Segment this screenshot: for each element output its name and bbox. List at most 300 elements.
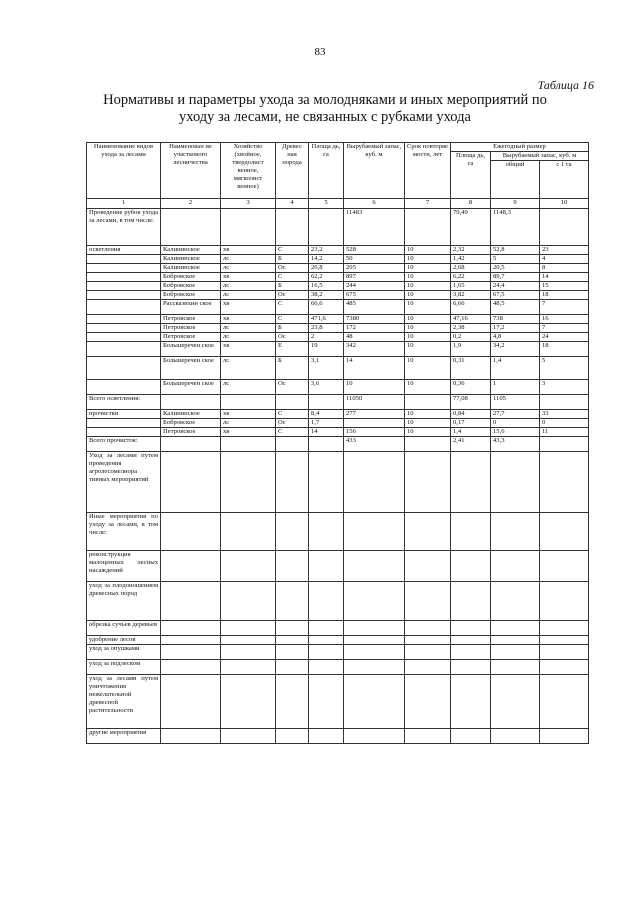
table-cell: Б — [276, 255, 309, 264]
table-row — [87, 645, 589, 660]
table-cell: С — [276, 410, 309, 419]
table-cell: 18 — [540, 342, 589, 357]
header-annual-volume: Вырубаемый запас, куб. м — [491, 152, 589, 161]
table-cell: Бобровское — [161, 273, 221, 282]
header-repeat-period: Срок повторяе мости, лет — [405, 143, 451, 199]
table-cell: Бобровское — [161, 291, 221, 300]
table-cell — [451, 452, 491, 513]
table-cell — [491, 621, 540, 636]
table-cell — [161, 582, 221, 621]
table-cell: 79,49 — [451, 209, 491, 246]
table-cell — [276, 729, 309, 744]
table-cell: 3,6 — [309, 380, 344, 395]
table-row — [87, 246, 589, 255]
table-cell — [540, 645, 589, 660]
table-cell — [491, 452, 540, 513]
header-annual-per-ha: с 1 га — [540, 161, 589, 199]
table-cell — [161, 645, 221, 660]
header-economy: Хозяйство (хвойное, твердолист венное, мягколист венное) — [221, 143, 276, 199]
table-cell — [344, 660, 405, 675]
table-cell: уход за подлеском — [87, 660, 161, 675]
table-row — [87, 273, 589, 282]
header-area: Площа дь, га — [309, 143, 344, 199]
table-cell — [451, 551, 491, 582]
table-cell — [344, 636, 405, 645]
table-cell — [344, 452, 405, 513]
table-row — [87, 291, 589, 300]
table-cell — [161, 513, 221, 551]
table-cell: 10 — [405, 324, 451, 333]
table-cell: Б — [276, 357, 309, 380]
table-cell: 26,8 — [309, 264, 344, 273]
table-cell: лс — [221, 255, 276, 264]
column-number: 9 — [491, 199, 540, 209]
table-cell — [491, 660, 540, 675]
table-cell — [309, 395, 344, 410]
table-cell: 675 — [344, 291, 405, 300]
table-cell: 1,4 — [491, 357, 540, 380]
table-cell: 14 — [344, 357, 405, 380]
table-cell — [451, 675, 491, 729]
table-cell — [540, 395, 589, 410]
table-row — [87, 333, 589, 342]
table-cell: 4 — [540, 255, 589, 264]
table-cell — [221, 437, 276, 452]
table-cell: 205 — [344, 264, 405, 273]
table-cell: 7 — [540, 300, 589, 315]
table-cell: Бобровское — [161, 419, 221, 428]
table-cell — [451, 621, 491, 636]
table-cell: 10 — [405, 246, 451, 255]
table-row — [87, 621, 589, 636]
table-cell: Ос — [276, 291, 309, 300]
table-cell — [344, 513, 405, 551]
table-cell: лс — [221, 264, 276, 273]
table-cell: 3,82 — [451, 291, 491, 300]
table-cell: 10 — [344, 380, 405, 395]
table-cell: 342 — [344, 342, 405, 357]
table-row — [87, 255, 589, 264]
table-cell: Ос — [276, 380, 309, 395]
column-number-row — [87, 199, 589, 209]
table-row — [87, 315, 589, 324]
table-cell — [491, 582, 540, 621]
table-cell: Уход за лесами путем проведения агролесомелиора тивных мероприятий — [87, 452, 161, 513]
table-cell — [221, 513, 276, 551]
table-row — [87, 636, 589, 645]
table-cell — [276, 660, 309, 675]
table-cell: С — [276, 315, 309, 324]
column-number: 7 — [405, 199, 451, 209]
table-cell — [540, 729, 589, 744]
table-cell: хв — [221, 428, 276, 437]
table-cell — [276, 452, 309, 513]
table-cell — [276, 513, 309, 551]
table-cell — [276, 645, 309, 660]
table-cell: 10 — [405, 419, 451, 428]
table-cell — [405, 660, 451, 675]
table-cell — [344, 621, 405, 636]
table-cell: 0,84 — [451, 410, 491, 419]
column-number: 5 — [309, 199, 344, 209]
table-cell: 1,4 — [451, 428, 491, 437]
table-cell: хв — [221, 410, 276, 419]
table-cell: уход за плодоношением древесных пород — [87, 582, 161, 621]
header-annual-total: общий — [491, 161, 540, 199]
table-cell: 1105 — [491, 395, 540, 410]
table-cell: 8,4 — [309, 410, 344, 419]
table-cell — [491, 645, 540, 660]
table-cell — [405, 645, 451, 660]
table-cell: 15 — [540, 282, 589, 291]
table-cell — [344, 729, 405, 744]
table-cell: Петровское — [161, 324, 221, 333]
page-number: 83 — [314, 46, 326, 58]
column-number: 4 — [276, 199, 309, 209]
table-cell: 5 — [540, 357, 589, 380]
table-cell: 16 — [540, 315, 589, 324]
table-cell: хв — [221, 273, 276, 282]
table-cell — [161, 621, 221, 636]
table-cell: 5 — [491, 255, 540, 264]
table-cell: 10 — [405, 300, 451, 315]
table-cell: Большеречен ское — [161, 357, 221, 380]
table-cell — [276, 582, 309, 621]
column-number: 6 — [344, 199, 405, 209]
table-cell — [221, 675, 276, 729]
table-cell — [221, 636, 276, 645]
table-cell — [309, 209, 344, 246]
table-row — [87, 410, 589, 419]
table-cell: 48 — [344, 333, 405, 342]
table-cell: 62,2 — [309, 273, 344, 282]
table-cell — [451, 582, 491, 621]
table-cell: 50 — [344, 255, 405, 264]
table-cell — [344, 419, 405, 428]
table-cell — [161, 551, 221, 582]
table-cell: 10 — [405, 291, 451, 300]
table-cell — [540, 452, 589, 513]
table-cell: Бобровское — [161, 282, 221, 291]
table-cell: Большеречен ское — [161, 342, 221, 357]
table-cell: обрезка сучьев деревьев — [87, 621, 161, 636]
table-row — [87, 209, 589, 246]
table-cell — [87, 255, 161, 264]
table-cell: 0 — [540, 419, 589, 428]
table-cell: 77,08 — [451, 395, 491, 410]
table-cell: 14,2 — [309, 255, 344, 264]
table-cell: 24 — [540, 333, 589, 342]
table-cell — [309, 582, 344, 621]
column-number: 10 — [540, 199, 589, 209]
table-cell — [540, 660, 589, 675]
table-cell: 18 — [540, 291, 589, 300]
table-cell: 15,6 — [491, 428, 540, 437]
table-cell — [540, 675, 589, 729]
table-row — [87, 551, 589, 582]
table-row — [87, 342, 589, 357]
table-cell: Калининское — [161, 410, 221, 419]
table-cell — [221, 645, 276, 660]
table-cell: 7 — [540, 324, 589, 333]
table-cell — [309, 621, 344, 636]
header-cut-volume: Вырубаемый запас, куб. м — [344, 143, 405, 199]
table-cell: С — [276, 300, 309, 315]
table-cell: 2,68 — [451, 264, 491, 273]
table-cell: 10 — [405, 333, 451, 342]
table-cell — [405, 437, 451, 452]
table-body — [87, 209, 589, 744]
table-row — [87, 419, 589, 428]
table-cell: уход за лесами путем уничтожения нежелательной древесной растительности — [87, 675, 161, 729]
header-care-type: Наименование видов ухода за лесами — [87, 143, 161, 199]
table-cell: 7380 — [344, 315, 405, 324]
table-cell: 10 — [405, 428, 451, 437]
table-cell: 156 — [344, 428, 405, 437]
table-cell: лс — [221, 291, 276, 300]
table-cell: 1148,3 — [491, 209, 540, 246]
table-row — [87, 395, 589, 410]
table-cell: 1,65 — [451, 282, 491, 291]
table-cell — [276, 551, 309, 582]
table-cell: 10 — [405, 273, 451, 282]
table-cell — [161, 395, 221, 410]
table-cell: 0 — [491, 419, 540, 428]
table-cell: 24,4 — [491, 282, 540, 291]
table-cell: 2 — [309, 333, 344, 342]
table-cell: 471,6 — [309, 315, 344, 324]
table-cell — [87, 282, 161, 291]
table-cell: лс — [221, 333, 276, 342]
table-cell — [540, 209, 589, 246]
table-row — [87, 660, 589, 675]
table-cell — [221, 395, 276, 410]
table-cell — [309, 636, 344, 645]
table-row — [87, 729, 589, 744]
table-cell — [221, 660, 276, 675]
table-cell: хв — [221, 246, 276, 255]
table-cell: 6,66 — [451, 300, 491, 315]
table-cell — [221, 729, 276, 744]
table-cell: 27,7 — [491, 410, 540, 419]
table-cell — [87, 333, 161, 342]
table-cell: 0,31 — [451, 357, 491, 380]
table-cell — [221, 621, 276, 636]
table-cell: Проведение рубок ухода за лесами, в том числе: — [87, 209, 161, 246]
table-row — [87, 300, 589, 315]
table-cell: 2,32 — [451, 246, 491, 255]
table-cell — [491, 513, 540, 551]
table-cell — [309, 675, 344, 729]
table-cell: другие мероприятия — [87, 729, 161, 744]
table-cell: 20,5 — [491, 264, 540, 273]
table-cell — [87, 291, 161, 300]
table-cell — [405, 675, 451, 729]
table-cell: 43,3 — [491, 437, 540, 452]
table-cell — [405, 551, 451, 582]
table-cell: 23,2 — [309, 246, 344, 255]
table-cell — [309, 645, 344, 660]
table-cell — [405, 452, 451, 513]
table-cell — [405, 729, 451, 744]
table-cell: лс — [221, 324, 276, 333]
table-cell — [161, 675, 221, 729]
page-title — [60, 92, 590, 126]
header-forestry: Наименован ие участкового лесничества — [161, 143, 221, 199]
table-row — [87, 357, 589, 380]
table-cell: Петровское — [161, 333, 221, 342]
table-cell: Петровское — [161, 315, 221, 324]
table-cell: лс — [221, 282, 276, 291]
forest-care-table — [86, 142, 589, 744]
table-cell — [540, 582, 589, 621]
table-cell — [87, 419, 161, 428]
table-cell: 38,2 — [309, 291, 344, 300]
table-cell: 10 — [405, 255, 451, 264]
table-cell — [451, 513, 491, 551]
table-cell — [276, 209, 309, 246]
table-cell: 52,8 — [491, 246, 540, 255]
table-cell — [276, 621, 309, 636]
table-cell — [87, 342, 161, 357]
table-cell: хв — [221, 342, 276, 357]
table-row — [87, 437, 589, 452]
table-cell: 528 — [344, 246, 405, 255]
table-cell: 485 — [344, 300, 405, 315]
table-cell: прочистки — [87, 410, 161, 419]
table-row — [87, 324, 589, 333]
table-cell — [344, 551, 405, 582]
table-cell: 10 — [405, 410, 451, 419]
table-cell — [491, 675, 540, 729]
table-cell — [451, 645, 491, 660]
table-cell: 738 — [491, 315, 540, 324]
table-cell — [161, 636, 221, 645]
table-cell: Всего прочисток: — [87, 437, 161, 452]
header-tree-species: Древес ная порода — [276, 143, 309, 199]
table-cell: 10 — [405, 315, 451, 324]
table-cell — [276, 395, 309, 410]
table-cell: 11050 — [344, 395, 405, 410]
table-cell — [344, 645, 405, 660]
table-cell — [451, 729, 491, 744]
table-cell — [405, 636, 451, 645]
table-cell — [87, 273, 161, 282]
table-cell — [221, 582, 276, 621]
table-cell — [161, 660, 221, 675]
table-cell: Калининское — [161, 264, 221, 273]
table-cell — [540, 513, 589, 551]
table-cell — [405, 582, 451, 621]
table-cell — [405, 395, 451, 410]
title-line-1: Нормативы и параметры ухода за молодняками и иных мероприятий по — [103, 92, 547, 108]
table-cell — [491, 729, 540, 744]
table-cell: Ос — [276, 419, 309, 428]
table-cell — [87, 300, 161, 315]
table-cell: 3 — [540, 380, 589, 395]
table-cell — [276, 636, 309, 645]
table-cell — [221, 551, 276, 582]
table-cell: Ос — [276, 264, 309, 273]
table-cell: 48,5 — [491, 300, 540, 315]
table-cell — [309, 551, 344, 582]
header-annual-area: Площа дь, га — [451, 152, 491, 199]
table-cell: 10 — [405, 282, 451, 291]
table-cell: 10 — [405, 264, 451, 273]
table-cell: С — [276, 428, 309, 437]
table-cell: 8 — [540, 264, 589, 273]
table-cell: 10 — [405, 380, 451, 395]
column-number: 2 — [161, 199, 221, 209]
table-cell: 1,7 — [309, 419, 344, 428]
table-cell — [405, 621, 451, 636]
table-cell — [276, 437, 309, 452]
table-cell: Б — [276, 282, 309, 291]
table-cell — [276, 675, 309, 729]
table-cell: лс — [221, 380, 276, 395]
table-cell — [87, 357, 161, 380]
table-cell: 244 — [344, 282, 405, 291]
table-cell: лс — [221, 357, 276, 380]
table-cell — [221, 209, 276, 246]
table-cell: С — [276, 273, 309, 282]
table-cell: 10 — [405, 342, 451, 357]
table-cell: Иные мероприятия по уходу за лесами, в том числе: — [87, 513, 161, 551]
table-cell: 11483 — [344, 209, 405, 246]
header-annual: Ежегодный размер — [451, 143, 589, 152]
table-cell: 0,2 — [451, 333, 491, 342]
table-cell: 2,38 — [451, 324, 491, 333]
table-cell — [87, 264, 161, 273]
table-cell: 1,9 — [451, 342, 491, 357]
table-cell: хв — [221, 315, 276, 324]
table-row — [87, 428, 589, 437]
table-row — [87, 452, 589, 513]
table-row — [87, 380, 589, 395]
table-cell — [87, 324, 161, 333]
table-cell — [344, 582, 405, 621]
table-cell — [540, 437, 589, 452]
table-cell — [161, 209, 221, 246]
table-cell — [161, 452, 221, 513]
table-cell: 4,8 — [491, 333, 540, 342]
table-row — [87, 264, 589, 273]
table-cell — [540, 636, 589, 645]
table-cell — [344, 675, 405, 729]
header-row-1 — [87, 143, 589, 152]
column-number: 1 — [87, 199, 161, 209]
table-cell: 3,1 — [309, 357, 344, 380]
table-cell: Калининское — [161, 255, 221, 264]
table-cell: лс — [221, 419, 276, 428]
table-cell — [405, 209, 451, 246]
table-cell: 6,22 — [451, 273, 491, 282]
table-cell: Всего осветления: — [87, 395, 161, 410]
table-cell: 1 — [491, 380, 540, 395]
table-cell: 89,7 — [491, 273, 540, 282]
table-cell: Большеречен ское — [161, 380, 221, 395]
table-cell: хв — [221, 300, 276, 315]
table-cell — [309, 513, 344, 551]
column-number: 8 — [451, 199, 491, 209]
table-row — [87, 582, 589, 621]
table-cell — [161, 437, 221, 452]
column-number: 3 — [221, 199, 276, 209]
table-cell — [221, 452, 276, 513]
table-cell: 0,36 — [451, 380, 491, 395]
title-line-2: уходу за лесами, не связанных с рубками ухода — [179, 109, 471, 125]
table-cell: 11 — [540, 428, 589, 437]
